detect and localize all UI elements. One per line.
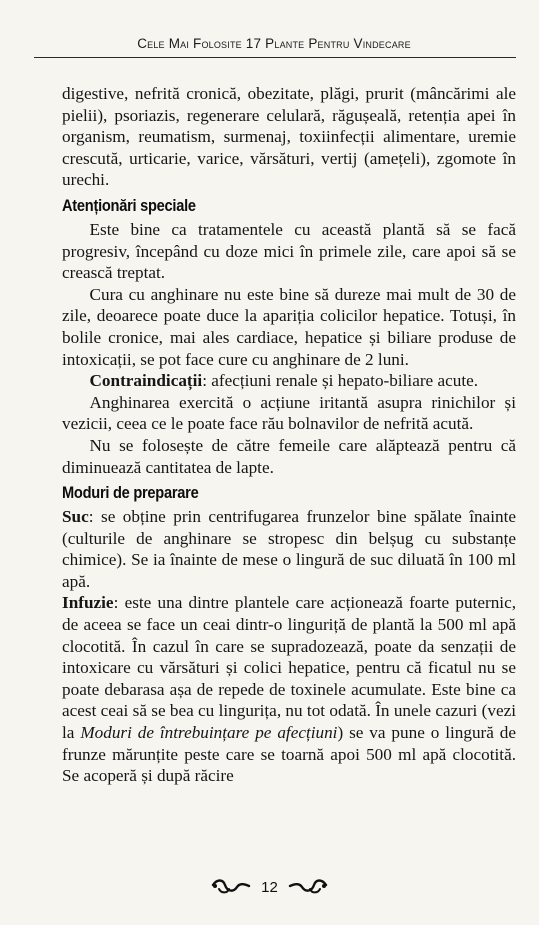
juice-text: : se obține prin centrifugarea frunzelor bine spălate înainte (culturile de anghinare se stropesc din belșug cu substanțe chimice). Se ia înainte de mese o lingură de suc diluată în 100 ml apă. <box>62 507 516 591</box>
juice-paragraph <box>62 506 516 592</box>
flourish-ornament-left-icon <box>211 877 251 897</box>
section-heading-warnings: Atenționări speciale <box>62 195 196 215</box>
flourish-ornament-right-icon <box>288 877 328 897</box>
paragraph: Nu se folosește de către femeile care alăptează pentru că diminuează cantitatea de lapte. <box>62 435 516 477</box>
infusion-text-continued: ) se va pune o lingură de frunze mărunțite peste care se toarnă apoi 500 ml apă clocotită. Se acoperă și după răcire <box>62 723 517 786</box>
infusion-text: : este una dintre plantele care acționează foarte puternic, de aceea se face un ceai dintr-o linguriță de plantă la 500 ml apă clocotită. În cazul în care se supradozează, poate da senzații de intoxicare cu vărsături și colici hepatice, pentru că ficatul nu se poate debarasa așa de repede de toxinele acumulate. Este bine ca acest ceai să se bea cu lingurița, nu tot odată. În unele cazuri (vezi la <box>62 593 516 743</box>
intro-paragraph: digestive, nefrită cronică, obezitate, plăgi, prurit (mâncărimi ale pielii), psoriazis, regenerare celulară, răgușeală, retenția apei în organism, reumatism, surmenaj, toxiinfecții alimentare, uremie crescută, urticarie, varice, vărsături, vertij (amețeli), zgomote în urechi. <box>62 84 516 190</box>
infusion-paragraph <box>62 592 516 786</box>
running-header: Cele Mai Folosite 17 Plante Pentru Vindecare <box>137 36 411 51</box>
paragraph: Este bine ca tratamentele cu această plantă să se facă progresiv, începând cu doze mici în primele zile, care apoi să se crească treptat. <box>62 219 516 283</box>
contraindications-text: : afecțiuni renale și hepato-biliare acute. <box>202 371 479 391</box>
section-heading-preparation: Moduri de preparare <box>62 483 199 503</box>
cross-reference: Moduri de întrebuințare pe afecțiuni <box>80 723 338 743</box>
page-number: 12 <box>261 878 278 896</box>
paragraph: Cura cu anghinare nu este bine să dureze mai mult de 30 de zile, deoarece poate duce la apariția colicilor hepatice. Totuși, în bolile cronice, mai ales cardiace, hepatice și biliare produse de intoxicații, se pot face cure cu anghinare de 2 luni. <box>62 284 516 369</box>
infusion-label: Infuzie <box>62 593 114 613</box>
header-rule <box>34 57 516 58</box>
juice-label: Suc <box>62 507 89 527</box>
contraindications-paragraph <box>62 370 516 392</box>
page-body <box>62 83 516 787</box>
page-footer <box>0 875 539 899</box>
contraindications-label: Contraindicații <box>89 371 203 391</box>
paragraph: Anghinarea exercită o acțiune iritantă asupra rinichilor și vezicii, ceea ce le poate face rău bolnavilor de nefrită acută. <box>62 392 516 434</box>
